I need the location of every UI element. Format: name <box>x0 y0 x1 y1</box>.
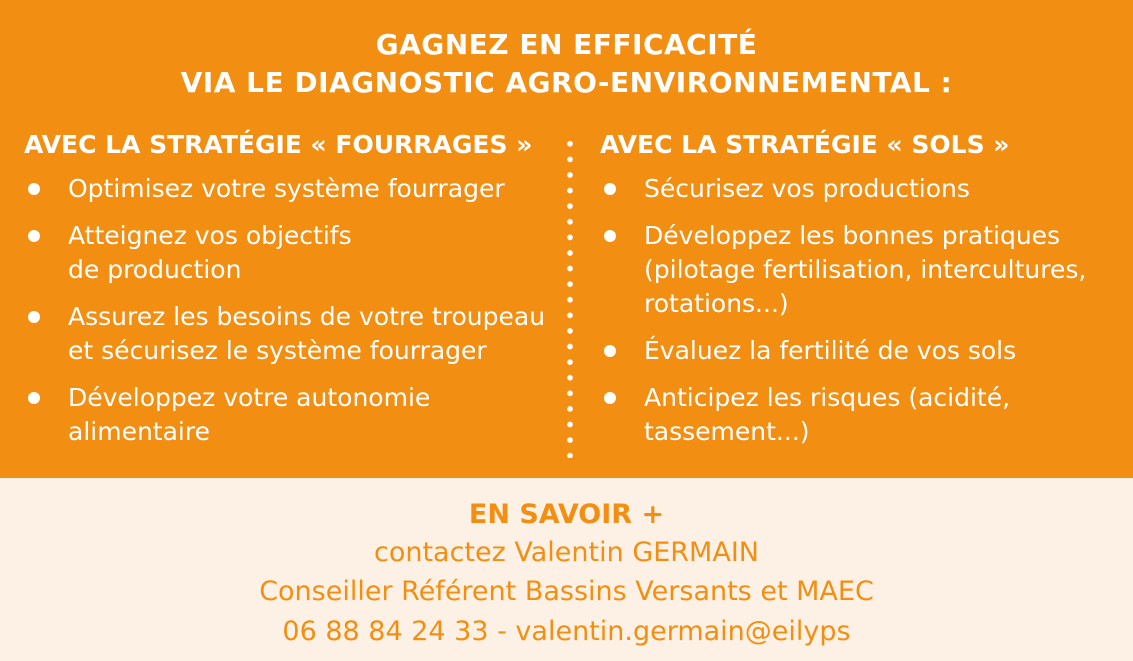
list-item-text: Assurez les besoins de votre troupeau et sécurisez le système fourrager <box>68 302 546 365</box>
sols-title: AVEC LA STRATÉGIE « SOLS » <box>600 130 1010 159</box>
fourrages-list <box>24 172 564 449</box>
sols-column <box>600 128 1120 462</box>
bullet-icon <box>28 311 40 323</box>
contact-role: Conseiller Référent Bassins Versants et MAEC <box>259 576 874 607</box>
list-item <box>24 219 564 287</box>
more-info-title: EN SAVOIR + <box>468 499 665 530</box>
contact-name: contactez Valentin GERMAIN <box>373 537 759 568</box>
list-item-text: Développez votre autonomie alimentaire <box>68 383 431 446</box>
bullet-icon <box>604 392 616 404</box>
list-item <box>600 381 1120 449</box>
bullet-icon <box>28 183 40 195</box>
list-item <box>600 334 1120 368</box>
list-item-text: Atteignez vos objectifs de production <box>68 221 352 284</box>
list-item <box>24 172 564 206</box>
bullet-icon <box>604 230 616 242</box>
bullet-icon <box>28 392 40 404</box>
list-item-text: Optimisez votre système fourrager <box>68 174 505 203</box>
list-item-text: Anticipez les risques (acidité, tassement...) <box>644 383 1011 446</box>
sols-list <box>600 172 1120 449</box>
fourrages-title: AVEC LA STRATÉGIE « FOURRAGES » <box>24 130 533 159</box>
headline-line-2: VIA LE DIAGNOSTIC AGRO-ENVIRONNEMENTAL : <box>180 66 953 99</box>
bullet-icon <box>28 230 40 242</box>
list-item <box>600 172 1120 206</box>
list-item <box>24 381 564 449</box>
list-item-text: Évaluez la fertilité de vos sols <box>644 336 1017 365</box>
list-item-text: Développez les bonnes pratiques (pilotage fertilisation, intercultures, rotations...) <box>644 221 1087 318</box>
headline <box>0 26 1133 102</box>
list-item <box>24 300 564 368</box>
headline-line-1: GAGNEZ EN EFFICACITÉ <box>375 28 758 61</box>
contact-phone-email[interactable]: 06 88 84 24 33 - valentin.germain@eilyps <box>282 616 851 647</box>
list-item-text: Sécurisez vos productions <box>644 174 970 203</box>
list-item <box>600 219 1120 321</box>
bullet-icon <box>604 183 616 195</box>
bullet-icon <box>604 345 616 357</box>
fourrages-column <box>24 128 564 462</box>
dotted-divider <box>566 136 574 458</box>
